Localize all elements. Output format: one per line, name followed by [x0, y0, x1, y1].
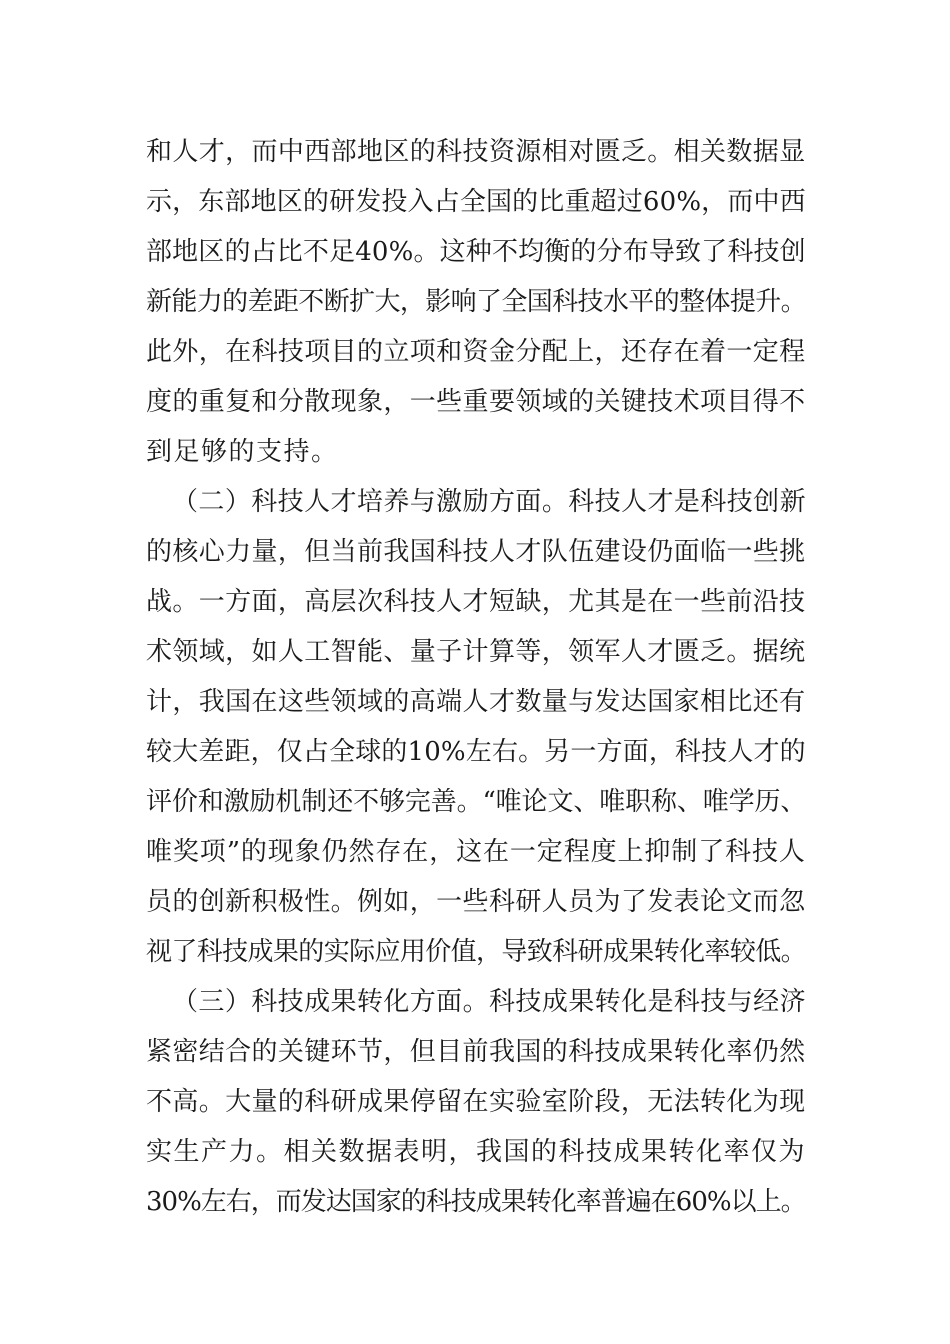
- text-line: 示，东部地区的研发投入占全国的比重超过60%，而中西: [146, 187, 806, 217]
- text-line: 计，我国在这些领域的高端人才数量与发达国家相比还有: [146, 687, 806, 717]
- text-line: 唯奖项”的现象仍然存在，这在一定程度上抑制了科技人: [146, 837, 806, 867]
- text-line: 度的重复和分散现象，一些重要领域的关键技术项目得不: [146, 387, 806, 417]
- text-line: 紧密结合的关键环节，但目前我国的科技成果转化率仍然: [146, 1037, 806, 1067]
- text-line: 新能力的差距不断扩大，影响了全国科技水平的整体提升。: [146, 287, 807, 317]
- text-line: 此外，在科技项目的立项和资金分配上，还存在着一定程: [146, 337, 806, 367]
- text-line: 战。一方面，高层次科技人才短缺，尤其是在一些前沿技: [146, 587, 806, 617]
- section-heading-line: （三）科技成果转化方面。科技成果转化是科技与经济: [172, 987, 807, 1017]
- text-line: 和人才，而中西部地区的科技资源相对匮乏。相关数据显: [146, 137, 806, 167]
- text-line: 较大差距，仅占全球的10%左右。另一方面，科技人才的: [146, 737, 806, 767]
- text-line: 的核心力量，但当前我国科技人才队伍建设仍面临一些挑: [146, 537, 806, 567]
- text-line: 30%左右，而发达国家的科技成果转化率普遍在60%以上。: [146, 1187, 806, 1217]
- text-line: 视了科技成果的实际应用价值，导致科研成果转化率较低。: [146, 937, 807, 967]
- text-line: 评价和激励机制还不够完善。“唯论文、唯职称、唯学历、: [146, 787, 807, 817]
- text-line: 术领域，如人工智能、量子计算等，领军人才匮乏。据统: [146, 637, 806, 667]
- text-line: 到足够的支持。: [146, 437, 339, 467]
- text-line: 部地区的占比不足40%。这种不均衡的分布导致了科技创: [146, 237, 806, 267]
- text-line: 员的创新积极性。例如，一些科研人员为了发表论文而忽: [146, 887, 806, 917]
- section-heading-line: （二）科技人才培养与激励方面。科技人才是科技创新: [172, 487, 807, 517]
- text-line: 不高。大量的科研成果停留在实验室阶段，无法转化为现: [146, 1087, 806, 1117]
- text-line: 实生产力。相关数据表明，我国的科技成果转化率仅为: [146, 1137, 807, 1167]
